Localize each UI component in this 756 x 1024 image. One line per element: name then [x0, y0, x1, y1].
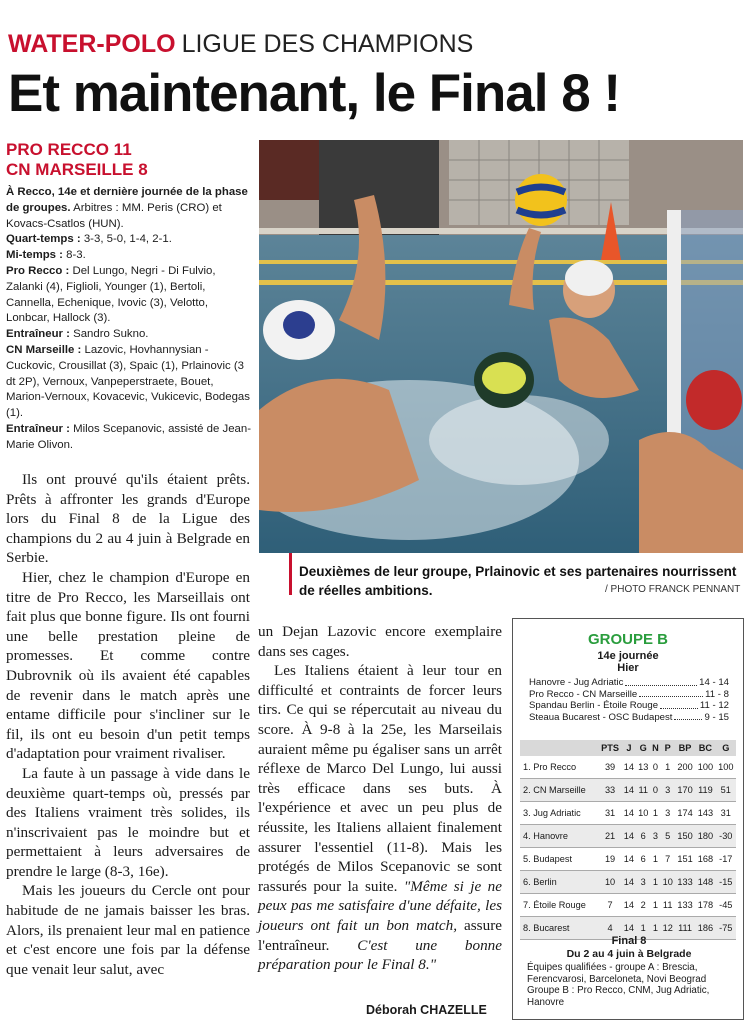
header-pts: PTS — [598, 740, 621, 756]
fact-label: Entraîneur : — [6, 422, 70, 435]
standings-row — [520, 802, 736, 825]
standings-team: 1. Pro Recco — [520, 756, 598, 779]
standings-row — [520, 871, 736, 894]
standings-cell: 14 — [622, 779, 636, 802]
standings-cell: 133 — [675, 871, 695, 894]
article-paragraph: La faute à un passage à vide dans le deuxième quart-temps où, pressés par des Italiens vraiment très solides, ils n'inscrivaient pas le moindre but et permettaient à leurs adversaires de prendre le large (8-3, 16e). — [6, 764, 250, 880]
standings-cell: 11 — [661, 894, 675, 917]
standings-cell: 1 — [650, 848, 660, 871]
standings-cell: 100 — [716, 756, 736, 779]
standings-cell: 174 — [675, 802, 695, 825]
standings-cell: 7 — [661, 848, 675, 871]
results-list — [529, 677, 729, 723]
standings-cell: 10 — [661, 871, 675, 894]
result-score: 9 - 15 — [704, 711, 729, 723]
result-score: 11 - 8 — [705, 688, 729, 700]
standings-cell: 3 — [636, 871, 650, 894]
result-match: Hanovre - Jug Adriatic — [529, 677, 624, 688]
standings-team: 2. CN Marseille — [520, 779, 598, 802]
standings-row — [520, 894, 736, 917]
standings-cell: 3 — [661, 779, 675, 802]
water-polo-illustration — [259, 140, 743, 553]
result-score: 14 - 14 — [699, 677, 729, 688]
fact-label: CN Marseille : — [6, 343, 82, 356]
sport-label: WATER-POLO — [8, 30, 176, 58]
standings-cell: 6 — [636, 825, 650, 848]
standings-cell: 31 — [598, 802, 621, 825]
standings-row — [520, 825, 736, 848]
fact-text: Lazovic, Hovhannysian - Cuckovic, Crousillat (3), Spaic (1), Prlainovic (3 dt 2P), Vernoux, Vanpeperstraete, Bouet, Marion-Vernoux, Kovacevic, Vukicevic, Bodegas (1). — [6, 343, 250, 420]
standings-table — [520, 740, 736, 940]
standings-cell: 168 — [695, 848, 715, 871]
fact-line — [6, 422, 252, 454]
home-team-score: PRO RECCO 11 — [6, 140, 132, 159]
standings-cell: 19 — [598, 848, 621, 871]
fact-text: 3-3, 5-0, 1-4, 2-1. — [80, 233, 172, 246]
final-title: Final 8 — [611, 935, 647, 947]
fact-line — [6, 343, 252, 422]
leader-dots — [660, 700, 698, 709]
competition-label: LIGUE DES CHAMPIONS — [181, 30, 474, 58]
caption-accent-bar — [289, 553, 292, 595]
standings-cell: 51 — [716, 779, 736, 802]
standings-cell: 178 — [695, 894, 715, 917]
standings-cell: 10 — [636, 802, 650, 825]
fact-text: Del Lungo, Negri - Di Fulvio, Zalanki (4), Figlioli, Younger (1), Bertoli, Cannella, Echenique, Ivovic (3), Velotto, Lonbcar, Hallock (3). — [6, 264, 216, 325]
standings-cell: 13 — [636, 756, 650, 779]
article-author: Déborah CHAZELLE — [366, 1003, 487, 1017]
standings-cell: 31 — [716, 802, 736, 825]
standings-cell: 14 — [622, 894, 636, 917]
standings-team: 8. Bucarest — [520, 917, 598, 940]
standings-cell: 33 — [598, 779, 621, 802]
standings-cell: 111 — [675, 917, 695, 940]
standings-cell: 100 — [695, 756, 715, 779]
standings-cell: 14 — [622, 825, 636, 848]
header-g: G — [636, 740, 650, 756]
photo-credit: / PHOTO FRANCK PENNANT — [605, 584, 741, 595]
standings-cell: 1 — [661, 756, 675, 779]
result-match: Steaua Bucarest - OSC Budapest — [529, 711, 673, 723]
standings-cell: 4 — [598, 917, 621, 940]
standings-team: 6. Berlin — [520, 871, 598, 894]
leader-dots — [639, 689, 703, 698]
standings-cell: 133 — [675, 894, 695, 917]
fact-label: Pro Recco : — [6, 264, 70, 277]
standings-cell: 151 — [675, 848, 695, 871]
standings-cell: -17 — [716, 848, 736, 871]
standings-cell: 143 — [695, 802, 715, 825]
result-match: Pro Recco - CN Marseille — [529, 688, 638, 700]
standings-cell: 0 — [650, 779, 660, 802]
round-day: Hier — [617, 662, 639, 674]
standings-cell: 7 — [598, 894, 621, 917]
standings-cell: 186 — [695, 917, 715, 940]
match-photo — [259, 140, 743, 553]
fact-line — [6, 185, 252, 232]
article-paragraph — [258, 661, 502, 975]
standings-cell: 39 — [598, 756, 621, 779]
standings-team: 5. Budapest — [520, 848, 598, 871]
fact-text: 8-3. — [62, 249, 86, 262]
section-kicker — [8, 30, 473, 59]
standings-cell: -45 — [716, 894, 736, 917]
standings-cell: 10 — [598, 871, 621, 894]
standings-cell: 11 — [636, 779, 650, 802]
header-j: J — [622, 740, 636, 756]
standings-cell: 150 — [675, 825, 695, 848]
result-row — [529, 712, 729, 724]
standings-cell: 14 — [622, 756, 636, 779]
standings-cell: 1 — [650, 894, 660, 917]
final-8-info — [527, 935, 731, 1008]
header-team — [520, 740, 598, 756]
fact-text: Sandro Sukno. — [69, 328, 149, 341]
fact-line — [6, 327, 252, 343]
result-row — [529, 677, 729, 689]
header-bp: BP — [675, 740, 695, 756]
standings-cell: 3 — [661, 802, 675, 825]
fact-label: Mi-temps : — [6, 249, 63, 262]
standings-cell: 1 — [636, 917, 650, 940]
standings-header — [520, 740, 736, 756]
match-facts — [6, 185, 252, 454]
standings-cell: 21 — [598, 825, 621, 848]
standings-cell: 14 — [622, 848, 636, 871]
fact-label: Entraîneur : — [6, 328, 70, 341]
standings-row — [520, 848, 736, 871]
group-b-box — [512, 618, 744, 1020]
standings-cell: -30 — [716, 825, 736, 848]
header-goal-diff: G — [716, 740, 736, 756]
standings-cell: 12 — [661, 917, 675, 940]
standings-cell: 14 — [622, 917, 636, 940]
standings-team: 3. Jug Adriatic — [520, 802, 598, 825]
fact-line — [6, 264, 252, 327]
result-row — [529, 689, 729, 701]
standings-cell: 170 — [675, 779, 695, 802]
standings-cell: 180 — [695, 825, 715, 848]
standings-cell: 119 — [695, 779, 715, 802]
standings-cell: 3 — [650, 825, 660, 848]
article-text: Les Italiens étaient à leur tour en difficulté et contraints de forcer leurs tirs. Ce qui se répercutait au niveau du score. À 9-8 à la 25e, les Marseilais auraient même pu égaliser sans un arrêt réflexe de Marco Del Lungo, lui aussi très efficace dans ses buts. À l'expérience et avec un peu plus de réussite, les Italiens allaient finalement assurer l'essentiel (11-8). Mais les protégés de Milos Scepanovic se sont rassurés pour la suite. — [258, 662, 502, 895]
fact-line — [6, 248, 252, 264]
standings-body — [520, 756, 736, 940]
article-headline: Et maintenant, le Final 8 ! — [8, 64, 621, 123]
article-paragraph: un Dejan Lazovic encore exemplaire dans ses cages. — [258, 623, 502, 660]
standings-cell: 14 — [622, 802, 636, 825]
standings-cell: 1 — [650, 871, 660, 894]
result-match: Spandau Berlin - Étoile Rouge — [529, 700, 659, 711]
standings-team: 7. Étoile Rouge — [520, 894, 598, 917]
round-label: 14e journée — [597, 650, 659, 662]
standings-cell: 0 — [650, 756, 660, 779]
final-qualified-teams: Équipes qualifiées - groupe A : Brescia, Ferencvarosi, Barceloneta, Novi Beograd Groupe B : Pro Recco, CNM, Jug Adriatic, Hanovre — [527, 962, 710, 1008]
match-result — [6, 140, 251, 180]
result-row — [529, 700, 729, 712]
standings-cell: 200 — [675, 756, 695, 779]
standings-cell: 5 — [661, 825, 675, 848]
fact-label: À Recco, 14e et dernière journée de la phase de groupes. — [6, 186, 248, 214]
away-team-score: CN MARSEILLE 8 — [6, 160, 148, 179]
fact-label: Quart-temps : — [6, 233, 81, 246]
leader-dots — [625, 677, 697, 686]
group-title: GROUPE B — [587, 631, 668, 648]
standings-cell: 6 — [636, 848, 650, 871]
standings-row — [520, 779, 736, 802]
standings-team: 4. Hanovre — [520, 825, 598, 848]
article-paragraph: Mais les joueurs du Cercle ont pour habitude de ne jamais baisser les bras. Alors, ils prenaient leur mal en patience et c'est encore une fois par la défense que venait leur salut, avec — [6, 882, 250, 978]
photo-caption: Deuxièmes de leur groupe, Prlainovic et ses partenaires nourrissent de réelles ambitions. — [299, 564, 737, 598]
standings-cell: 14 — [622, 871, 636, 894]
round-info — [513, 650, 743, 674]
standings-cell: -75 — [716, 917, 736, 940]
quote-attribution: assure l'entraîneur. — [258, 916, 502, 954]
standings-cell: 1 — [650, 802, 660, 825]
standings-row — [520, 756, 736, 779]
fact-text: Arbitres : MM. Peris (CRO) et Kovacs-Csatlos (HUN). — [6, 201, 222, 230]
standings-cell: -15 — [716, 871, 736, 894]
final-date: Du 2 au 4 juin à Belgrade — [566, 948, 692, 960]
fact-text: Milos Scepanovic, assisté de Jean-Marie Olivon. — [6, 422, 252, 451]
coach-quote-end: C'est une bonne préparation pour le Final 8." — [258, 936, 502, 974]
article-paragraph: Ils ont prouvé qu'ils étaient prêts. Prêts à affronter les grands d'Europe lors du Final 8 de la Ligue des champions du 2 au 4 juin à Belgrade en Serbie. — [6, 471, 250, 567]
standings-cell: 1 — [650, 917, 660, 940]
fact-line — [6, 232, 252, 248]
leader-dots — [674, 712, 702, 721]
coach-quote: "Même si je ne peux pas me satisfaire d'une défaite, les joueurs ont fait un bon match, — [258, 877, 503, 934]
header-p: P — [661, 740, 675, 756]
header-bc: BC — [695, 740, 715, 756]
result-score: 11 - 12 — [699, 700, 729, 711]
standings-cell: 148 — [695, 871, 715, 894]
standings-cell: 2 — [636, 894, 650, 917]
article-paragraph: Hier, chez le champion d'Europe en titre de Pro Recco, les Marseillais ont fait plus que bonne figure. Ils ont fourni une belle prestation pleine de promesses. Et comme contre Dubrovnik où ils avaient été capables de revenir dans le match après une entame difficile pour s'incliner sur le fil, ils ont eu besoin d'un petit temps d'adaptation pour vraiment rivaliser. — [6, 568, 250, 763]
header-n: N — [650, 740, 660, 756]
article-column-1 — [6, 470, 250, 979]
article-column-2 — [258, 622, 502, 975]
